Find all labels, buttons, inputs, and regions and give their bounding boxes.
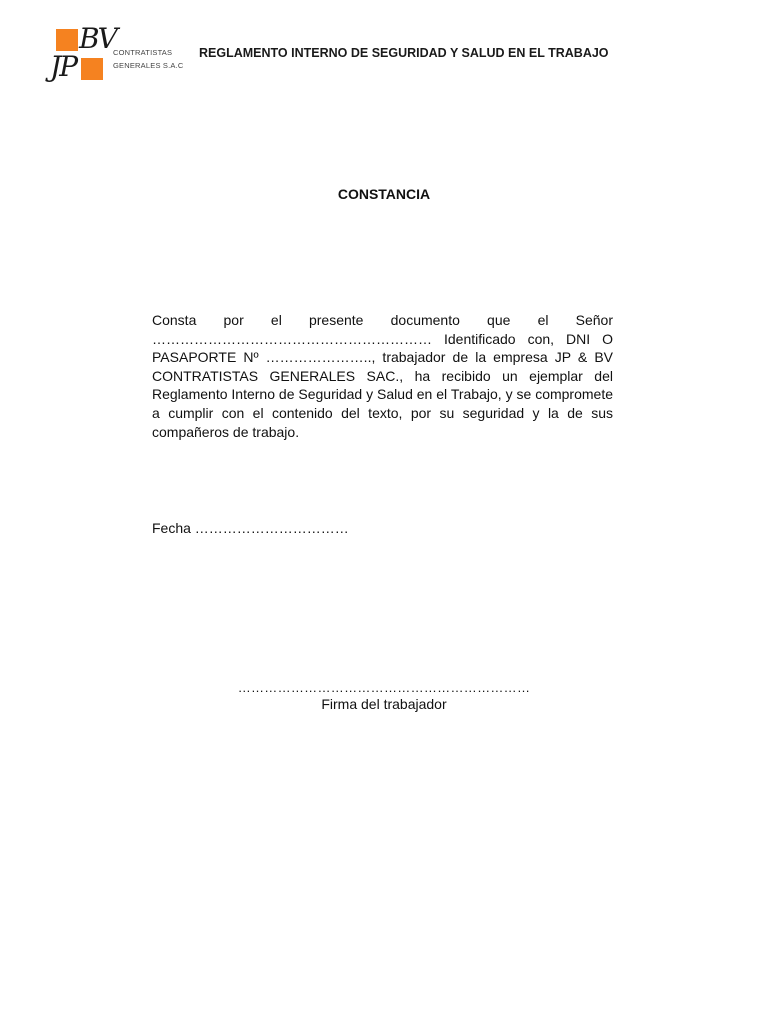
body-line: compañeros de trabajo. — [152, 423, 300, 440]
signature-line: ………………………………………………………… — [237, 680, 531, 695]
document-title: CONSTANCIA — [337, 186, 431, 202]
logo-initials-bv: BV — [79, 22, 116, 55]
body-line: a cumplir con el contenido del texto, por su seguridad y la de sus — [152, 404, 613, 421]
body-line: …………………………………………………… Identificado con, DNI O — [152, 330, 613, 347]
company-logo — [50, 22, 190, 86]
body-paragraph — [152, 311, 613, 441]
logo-orange-square-top — [56, 29, 78, 51]
body-line: Reglamento Interno de Seguridad y Salud en el Trabajo, y se compromete — [152, 386, 613, 403]
logo-initials-jp: JP — [50, 50, 77, 83]
header-title: REGLAMENTO INTERNO DE SEGURIDAD Y SALUD EN EL TRABAJO — [199, 46, 609, 60]
body-line: PASAPORTE Nº ………………….., trabajador de la empresa JP & BV — [152, 349, 613, 366]
logo-orange-square-bottom — [81, 58, 103, 80]
body-line: Consta por el presente documento que el Señor — [152, 312, 613, 328]
body-line: CONTRATISTAS GENERALES SAC., ha recibido un ejemplar del — [152, 367, 613, 384]
fecha-line: Fecha …………………………… — [152, 520, 349, 536]
logo-company-line2: GENERALES S.A.C — [113, 61, 184, 70]
logo-company-line1: CONTRATISTAS — [113, 48, 173, 57]
signature-label: Firma del trabajador — [321, 696, 447, 712]
